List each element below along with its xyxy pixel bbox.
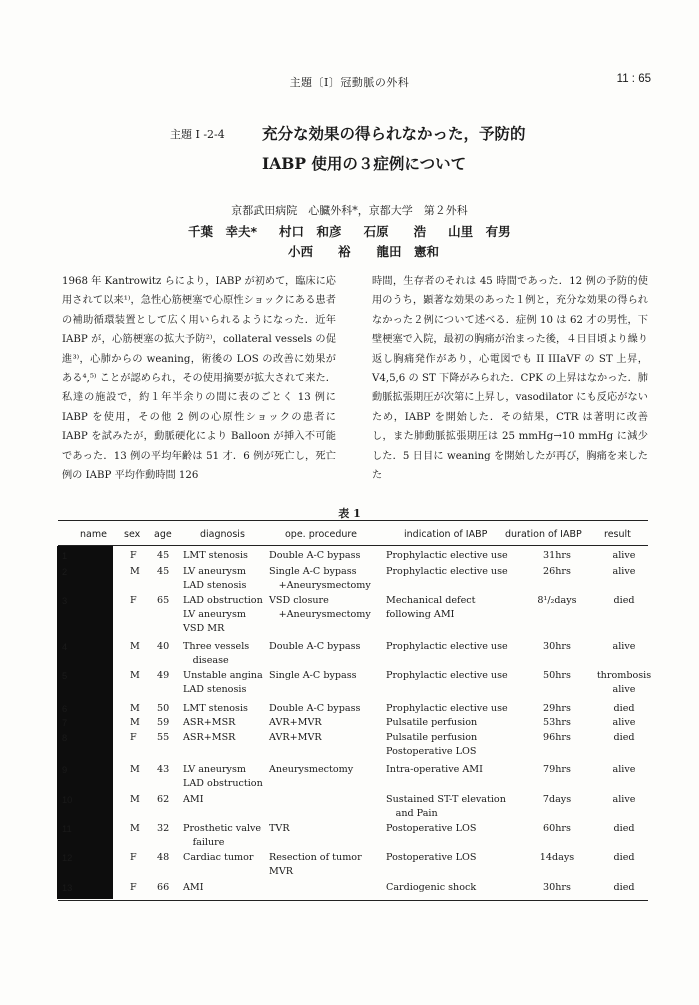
sex-cell: M <box>130 703 140 714</box>
indication-cell: Mechanical defect <box>386 595 476 606</box>
indication-cell: Postoperative LOS <box>386 852 477 863</box>
column-header-age: age <box>154 529 172 540</box>
result-cell: alive <box>612 641 636 652</box>
diagnosis-cell: LV aneurysm <box>183 566 246 577</box>
case-number: 8 <box>62 733 68 743</box>
duration-cell: 60hrs <box>543 823 571 834</box>
result-cell: died <box>613 732 635 743</box>
case-number: 12 <box>62 853 73 863</box>
age-cell: 50 <box>157 703 170 714</box>
age-cell: 62 <box>157 794 170 805</box>
table-top-rule <box>58 520 648 521</box>
sex-cell: F <box>130 852 137 863</box>
diagnosis-cell: LV aneurysm <box>183 609 246 620</box>
author: 龍田 憲和 <box>376 244 440 259</box>
procedure-cell: AVR+MVR <box>269 732 322 743</box>
author-list-row-1 <box>188 222 628 240</box>
procedure-cell: Double A-C bypass <box>269 703 361 714</box>
sex-cell: M <box>130 794 140 805</box>
case-number: 7 <box>62 718 68 728</box>
author: 千葉 幸夫* <box>188 224 258 239</box>
diagnosis-cell: Prosthetic valve <box>183 823 262 834</box>
case-number: 13 <box>62 883 73 893</box>
case-number: 6 <box>62 704 68 714</box>
diagnosis-cell: failure <box>183 837 225 848</box>
age-cell: 32 <box>157 823 170 834</box>
column-header-result: result <box>604 529 631 540</box>
diagnosis-cell: LV aneurysm <box>183 764 246 775</box>
case-number: 1 <box>62 551 68 561</box>
column-header-procedure: ope. procedure <box>285 529 357 540</box>
article-number: 主題 I -2-4 <box>170 128 225 141</box>
author: 村口 和彦 <box>279 224 342 239</box>
sex-cell: M <box>130 823 140 834</box>
result-cell: alive <box>612 550 636 561</box>
table-bottom-rule <box>58 900 648 901</box>
indication-cell: Cardiogenic shock <box>386 882 477 893</box>
age-cell: 45 <box>157 550 170 561</box>
case-number: 10 <box>62 795 73 805</box>
diagnosis-cell: AMI <box>183 794 204 805</box>
duration-cell: 79hrs <box>543 764 571 775</box>
diagnosis-cell: LAD stenosis <box>183 684 247 695</box>
result-cell: alive <box>612 794 636 805</box>
duration-cell: 53hrs <box>543 717 571 728</box>
result-cell: alive <box>612 684 636 695</box>
author-list-row-2 <box>288 242 439 260</box>
diagnosis-cell: LMT stenosis <box>183 550 248 561</box>
result-cell: died <box>613 703 635 714</box>
case-number: 3 <box>62 596 68 606</box>
body-paragraph: 時間，生存者のそれは 45 時間であった．12 例の予防的使用のうち，顕著な効果のあった１例と，充分な効果の得られなかった２例について述べる．症例 10 は 62 才の男性，下壁梗塞で入院，最初の胸痛が治まった後，４日目頃より繰り返し胸痛発作があり，心電図でも II IIIaVF の ST 上昇，V4,5,6 の ST 下降がみられた．CPK の上昇はなかった．肺動脈拡張期圧が次第に上昇し，vasodilator にも反応がないため，IABP を開始した．その結果，CTR は著明に改善し，また肺動脈拡張期圧は 25 mmHg→10 mmHg に減少した．5 日目に weaning を開始したが再び，胸痛を来したた <box>372 276 648 482</box>
sex-cell: F <box>130 550 137 561</box>
body-text-right-column <box>372 272 648 485</box>
author: 小西 裕 <box>288 244 351 259</box>
diagnosis-cell: disease <box>183 655 229 666</box>
article-title-line-2: IABP 使用の３症例について <box>262 154 467 173</box>
indication-cell: Prophylactic elective use <box>386 550 508 561</box>
indication-cell: Postoperative LOS <box>386 746 477 757</box>
result-cell: thrombosis <box>596 670 652 681</box>
result-cell: died <box>613 823 635 834</box>
running-title: 主題〔I〕冠動脈の外科 <box>289 76 410 89</box>
column-header-indication: indication of IABP <box>404 529 488 540</box>
age-cell: 55 <box>157 732 170 743</box>
case-number: 11 <box>62 824 72 834</box>
diagnosis-cell: LAD stenosis <box>183 580 247 591</box>
diagnosis-cell: LAD obstruction <box>183 778 263 789</box>
age-cell: 45 <box>157 566 170 577</box>
diagnosis-cell: AMI <box>183 882 204 893</box>
column-header-diagnosis: diagnosis <box>200 529 245 540</box>
duration-cell: 29hrs <box>543 703 571 714</box>
diagnosis-cell: LAD obstruction <box>183 595 263 606</box>
duration-cell: 31hrs <box>543 550 571 561</box>
age-cell: 40 <box>157 641 170 652</box>
case-number: 2 <box>62 567 68 577</box>
age-cell: 48 <box>157 852 170 863</box>
indication-cell: Prophylactic elective use <box>386 703 508 714</box>
duration-cell: 8¹/₂days <box>537 595 577 606</box>
procedure-cell: Single A-C bypass <box>269 566 357 577</box>
duration-cell: 30hrs <box>543 882 571 893</box>
indication-cell: Intra-operative AMI <box>386 764 483 775</box>
sex-cell: F <box>130 732 137 743</box>
procedure-cell: Aneurysmectomy <box>269 764 354 775</box>
diagnosis-cell: Cardiac tumor <box>183 852 254 863</box>
duration-cell: 7days <box>542 794 572 805</box>
age-cell: 49 <box>157 670 170 681</box>
affiliation: 京都武田病院 心臓外科*，京都大学 第２外科 <box>231 204 468 217</box>
column-header-sex: sex <box>124 529 141 540</box>
indication-cell: and Pain <box>386 808 438 819</box>
procedure-cell: AVR+MVR <box>269 717 322 728</box>
author: 山里 有男 <box>448 224 511 239</box>
age-cell: 65 <box>157 595 170 606</box>
diagnosis-cell: Unstable angina <box>183 670 263 681</box>
duration-cell: 96hrs <box>543 732 571 743</box>
duration-cell: 50hrs <box>543 670 571 681</box>
procedure-cell: Double A-C bypass <box>269 641 361 652</box>
sex-cell: M <box>130 764 140 775</box>
column-header-duration: duration of IABP <box>505 529 582 540</box>
procedure-cell: Double A-C bypass <box>269 550 361 561</box>
author: 石原 浩 <box>363 224 427 239</box>
duration-cell: 26hrs <box>543 566 571 577</box>
table-caption: 表 1 <box>338 507 361 520</box>
body-paragraph: 1968 年 Kantrowitz らにより，IABP が初めて，臨床に応用されて以来¹⁾，急性心筋梗塞で心原性ショックにある患者の補助循環装置として広く用いられるようになった．近年 IABP が，心筋梗塞の拡大予防²⁾，collateral vessels の促進³⁾，心肺からの weaning，術後の LOS の改善に効果がある⁴,⁵⁾ ことが認められ，その使用摘要が拡大されて来た．私達の施設で，約１年半余りの間に表のごとく 13 例に IABP を使用，その他 2 例の心原性ショックの患者に IABP を試みたが，動脈硬化により Balloon が挿入不可能であった．13 例の平均年齢は 51 才．6 例が死亡し，死亡例の IABP 平均作動時間 126 <box>62 276 336 482</box>
page-number: 11 : 65 <box>616 73 651 85</box>
procedure-cell: Single A-C bypass <box>269 670 357 681</box>
sex-cell: M <box>130 566 140 577</box>
diagnosis-cell: ASR+MSR <box>183 732 236 743</box>
article-title-line-1: 充分な効果の得られなかった，予防的 <box>262 124 526 143</box>
table-header-rule <box>58 545 648 546</box>
duration-cell: 14days <box>539 852 575 863</box>
procedure-cell: VSD closure <box>269 595 329 606</box>
case-number: 5 <box>62 671 68 681</box>
indication-cell: Prophylactic elective use <box>386 566 508 577</box>
sex-cell: F <box>130 595 137 606</box>
indication-cell: Sustained ST-T elevation <box>386 794 506 805</box>
indication-cell: Prophylactic elective use <box>386 670 508 681</box>
indication-cell: following AMI <box>386 609 455 620</box>
procedure-cell: MVR <box>269 866 293 877</box>
diagnosis-cell: VSD MR <box>183 623 225 634</box>
result-cell: alive <box>612 717 636 728</box>
procedure-cell: TVR <box>269 823 290 834</box>
sex-cell: M <box>130 717 140 728</box>
indication-cell: Postoperative LOS <box>386 823 477 834</box>
result-cell: died <box>613 852 635 863</box>
body-text-left-column <box>62 272 336 485</box>
procedure-cell: Resection of tumor <box>269 852 362 863</box>
diagnosis-cell: ASR+MSR <box>183 717 236 728</box>
sex-cell: F <box>130 882 137 893</box>
case-number: 9 <box>62 765 68 775</box>
result-cell: died <box>613 595 635 606</box>
indication-cell: Pulsatile perfusion <box>386 732 478 743</box>
result-cell: alive <box>612 764 636 775</box>
age-cell: 59 <box>157 717 170 728</box>
diagnosis-cell: LMT stenosis <box>183 703 248 714</box>
sex-cell: M <box>130 641 140 652</box>
result-cell: died <box>613 882 635 893</box>
indication-cell: Pulsatile perfusion <box>386 717 478 728</box>
diagnosis-cell: Three vessels <box>183 641 250 652</box>
column-header-name: name <box>80 529 107 540</box>
age-cell: 66 <box>157 882 170 893</box>
sex-cell: M <box>130 670 140 681</box>
age-cell: 43 <box>157 764 170 775</box>
case-number: 4 <box>62 642 68 652</box>
procedure-cell: +Aneurysmectomy <box>269 580 371 591</box>
result-cell: alive <box>612 566 636 577</box>
duration-cell: 30hrs <box>543 641 571 652</box>
indication-cell: Prophylactic elective use <box>386 641 508 652</box>
procedure-cell: +Aneurysmectomy <box>269 609 371 620</box>
